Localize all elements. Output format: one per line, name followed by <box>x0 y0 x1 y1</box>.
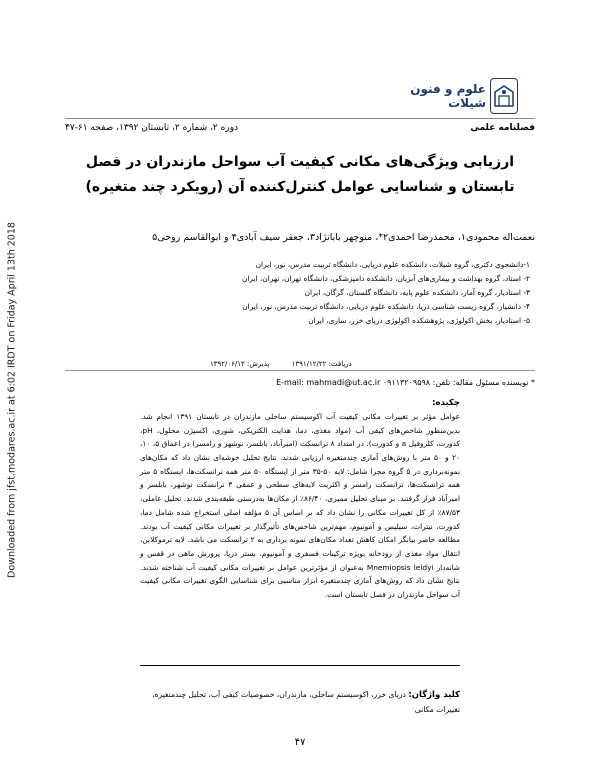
keywords-section <box>140 688 460 716</box>
keywords-label: کلید واژگان: <box>408 690 460 700</box>
affiliation-item: ۵- استادیار، بخش اکولوژی، پژوهشکده اکولوژی دریای خزر، ساری، ایران <box>308 316 530 326</box>
journal-logo-text: علوم و فنون شیلات <box>410 82 486 110</box>
article-dates <box>200 360 362 368</box>
affiliation-item: ۱-دانشجوی دکتری، گروه شیلات، دانشکده علوم دریایی، دانشگاه تربیت مدرس، نور، ایران <box>255 260 530 269</box>
accepted-date: پذیرش: ۱۳۹۲/۰۶/۱۲ <box>210 360 270 368</box>
download-watermark-text: Downloaded from jfst.modares.ac.ir at 6:02 IRDT on Friday April 13th 2018 <box>6 222 18 578</box>
author-list: نعمت‌اله محمودی۱، محمدرضا احمدی۲*، منوچهر باباتژاد۳، جعفر سیف آبادی۴ و ابوالقاسم روحی۵ <box>152 232 535 243</box>
corresponding-author: * نویسنده مسئول مقاله: تلفن: ۰۹۱۱۳۲۰۹۵۹۸ E-mail: mahmadi@ut.ac.ir <box>276 378 535 387</box>
affiliation-item: ۴- دانشیار، گروه زیست شناسی دریا، دانشکده علوم دریایی، دانشگاه تربیت مدرس، نور، ایران <box>242 302 530 312</box>
journal-name: فصلنامه علمی <box>470 123 535 133</box>
journal-logo <box>400 78 518 114</box>
affiliations <box>70 258 530 328</box>
issue-info: دوره ۲، شماره ۲، تابستان ۱۳۹۲، صفحه ۶۱-۴۷ <box>65 123 239 133</box>
download-watermark <box>4 160 20 640</box>
affiliation-item: ۳- استادیار، گروه آمار، دانشکده علوم پایه، دانشگاه گلستان، گرگان، ایران <box>304 288 530 298</box>
received-date: دریافت: ۱۳۹۱/۱۲/۲۲ <box>291 360 352 368</box>
header-divider <box>65 118 535 119</box>
university-emblem-icon <box>490 78 518 114</box>
keywords-text: دریای خزر، اکوسیستم ساحلی، مازندران، خصوصیات کیفی آب، تحلیل چندمتغیره، تغییرات مکانی <box>152 690 460 714</box>
article-title: ارزیابی ویژگی‌های مکانی کیفیت آب سواحل مازندران در فصل تابستان و شناسایی عوامل کنترل‌کننده آن (رویکرد چند متغیره) <box>85 154 515 195</box>
abstract-body: عوامل مؤثر بر تغییرات مکانی کیفیت آب اکوسیستم ساحلی مازندران در تابستان ۱۳۹۱ انجام شد. بدین‌منظور شاخص‌های کیفی آب (مواد مغذی، دما، هدایت الکتریکی، شوری، اکسیژن محلول، pH، کدورت، کلروفیل a و کدورت)، در امتداد ۸ ترانسکت (امیرآباد، بابلسر، نوشهر و رامسر) در اعماق ۵، ۱۰، ۲۰ و ۵۰ متر با روش‌های آماری چندمتغیره ارزیابی شدند. نتایج تحلیل خوشه‌ای نشان داد که مکان‌های نمونه‌برداری در ۵ گروه مجزا شامل: لایه ۵۰-۳۵ متر از ایستگاه ۵۰ متر همه ترانسکت‌ها، ایستگاه ۵ متر همه ترانسکت‌ها، ترانسکت رامسر و اکثریت لایه‌های سطحی و عمقی ۳ ترانسکت نوشهر، بابلسر و امیرآباد قرار گرفتند. بر مبنای تحلیل ممیزی، ۸۶/۴۰٪ از مکان‌ها به‌درستی طبقه‌بندی شدند. تحلیل عاملی، ۸۷/۵۳٪ از کل تغییرات مکانی را نشان داد که بر اساس آن ۵ مؤلفه اصلی استخراج شده شامل دما، کدورت، نیترات، سیلیس و آمونیوم، مهم‌ترین شاخص‌های تأثیرگذار بر تغییرات مکانی کیفیت آب بودند. مطالعه حاضر بیانگر امکان کاهش تعداد مکان‌های نمونه برداری به ۲ ترانسکت می باشد. لایه ترموکلاین، انتقال مواد مغذی از رودخانه بویژه ترکیبات فسفری و آمونیوم، بستر دریا، پرورش ماهی در قفس و شانه‌دار Mnemiopsis leidyi به‌عنوان از مؤثرترین عوامل بر تغییرات مکانی کیفیت آب شناخته شدند. نتایج نشان داد که روش‌های آماری چندمتغیره ابزار مناسبی برای شناسایی الگوی تغییرات مکانی کیفیت آب سواحل مازندران در فصل تابستان است. <box>140 412 461 599</box>
abstract-section <box>140 398 460 663</box>
abstract-heading: چکیده: <box>432 398 460 408</box>
affiliation-item: ۲- استاد، گروه بهداشت و بیماری‌های آبزیان، دانشکده دامپزشکی، دانشگاه تهران، تهران، ایران <box>241 274 530 284</box>
page-number: ۴۷ <box>294 737 306 748</box>
corresponding-divider <box>65 370 535 371</box>
